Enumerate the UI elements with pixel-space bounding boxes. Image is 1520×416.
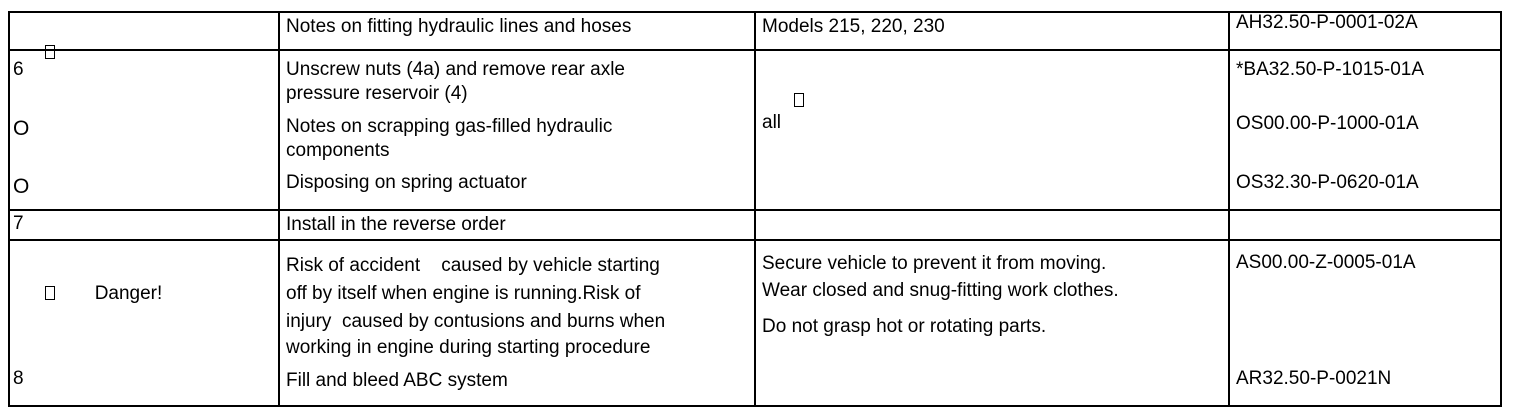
column-divider — [278, 241, 280, 407]
procedure-table — [8, 11, 1502, 407]
table-row — [10, 51, 1500, 211]
description-line: Risk of accident caused by vehicle starting — [286, 255, 660, 276]
column-divider — [1228, 13, 1230, 49]
notes-line: Do not grasp hot or rotating parts. — [762, 316, 1047, 337]
description-cell: Fill and bleed ABC system — [286, 370, 508, 391]
table-row — [10, 13, 1500, 51]
description-cell: Unscrew nuts (4a) and remove rear axle pressure reservoir (4) — [286, 59, 625, 104]
reference-link[interactable]: *BA32.50-P-1015-01A — [1236, 59, 1425, 80]
step-number: 7 — [13, 213, 24, 234]
step-number: 8 — [13, 368, 24, 389]
description-line: injury caused by contusions and burns when — [286, 311, 666, 332]
description-cell: Install in the reverse order — [286, 214, 506, 235]
box-icon — [45, 286, 55, 300]
column-divider — [278, 13, 280, 49]
description-cell: Notes on scrapping gas-filled hydraulic components — [286, 116, 613, 161]
reference-link[interactable]: AR32.50-P-0021N — [1236, 368, 1392, 389]
reference-link[interactable]: AH32.50-P-0001-02A — [1236, 12, 1418, 33]
description-cell: Disposing on spring actuator — [286, 172, 527, 193]
notes-line: Wear closed and snug-fitting work clothes. — [762, 280, 1119, 301]
table-row — [10, 241, 1500, 407]
column-divider — [278, 211, 280, 239]
reference-link[interactable]: OS00.00-P-1000-01A — [1236, 113, 1419, 134]
danger-label: Danger! — [94, 283, 163, 304]
notes-line: Secure vehicle to prevent it from moving. — [762, 253, 1107, 274]
box-icon — [794, 93, 804, 107]
reference-link[interactable]: OS32.30-P-0620-01A — [1236, 172, 1419, 193]
step-symbol: O — [13, 117, 30, 140]
description-line: working in engine during starting procedure — [286, 337, 651, 358]
notes-cell: all — [762, 112, 782, 133]
column-divider — [1228, 241, 1230, 407]
reference-link[interactable]: AS00.00-Z-0005-01A — [1236, 252, 1416, 273]
column-divider — [754, 13, 756, 49]
step-symbol: O — [13, 175, 30, 198]
column-divider — [1228, 211, 1230, 239]
column-divider — [278, 51, 280, 209]
notes-cell: Models 215, 220, 230 — [762, 16, 945, 37]
description-line: off by itself when engine is running.Risk of — [286, 283, 641, 304]
description-cell: Notes on fitting hydraulic lines and hoses — [286, 16, 632, 37]
column-divider — [754, 211, 756, 239]
column-divider — [754, 241, 756, 407]
table-row — [10, 211, 1500, 241]
danger-label-cell — [13, 258, 273, 330]
column-divider — [1228, 51, 1230, 209]
column-divider — [754, 51, 756, 209]
step-number: 6 — [13, 59, 24, 80]
